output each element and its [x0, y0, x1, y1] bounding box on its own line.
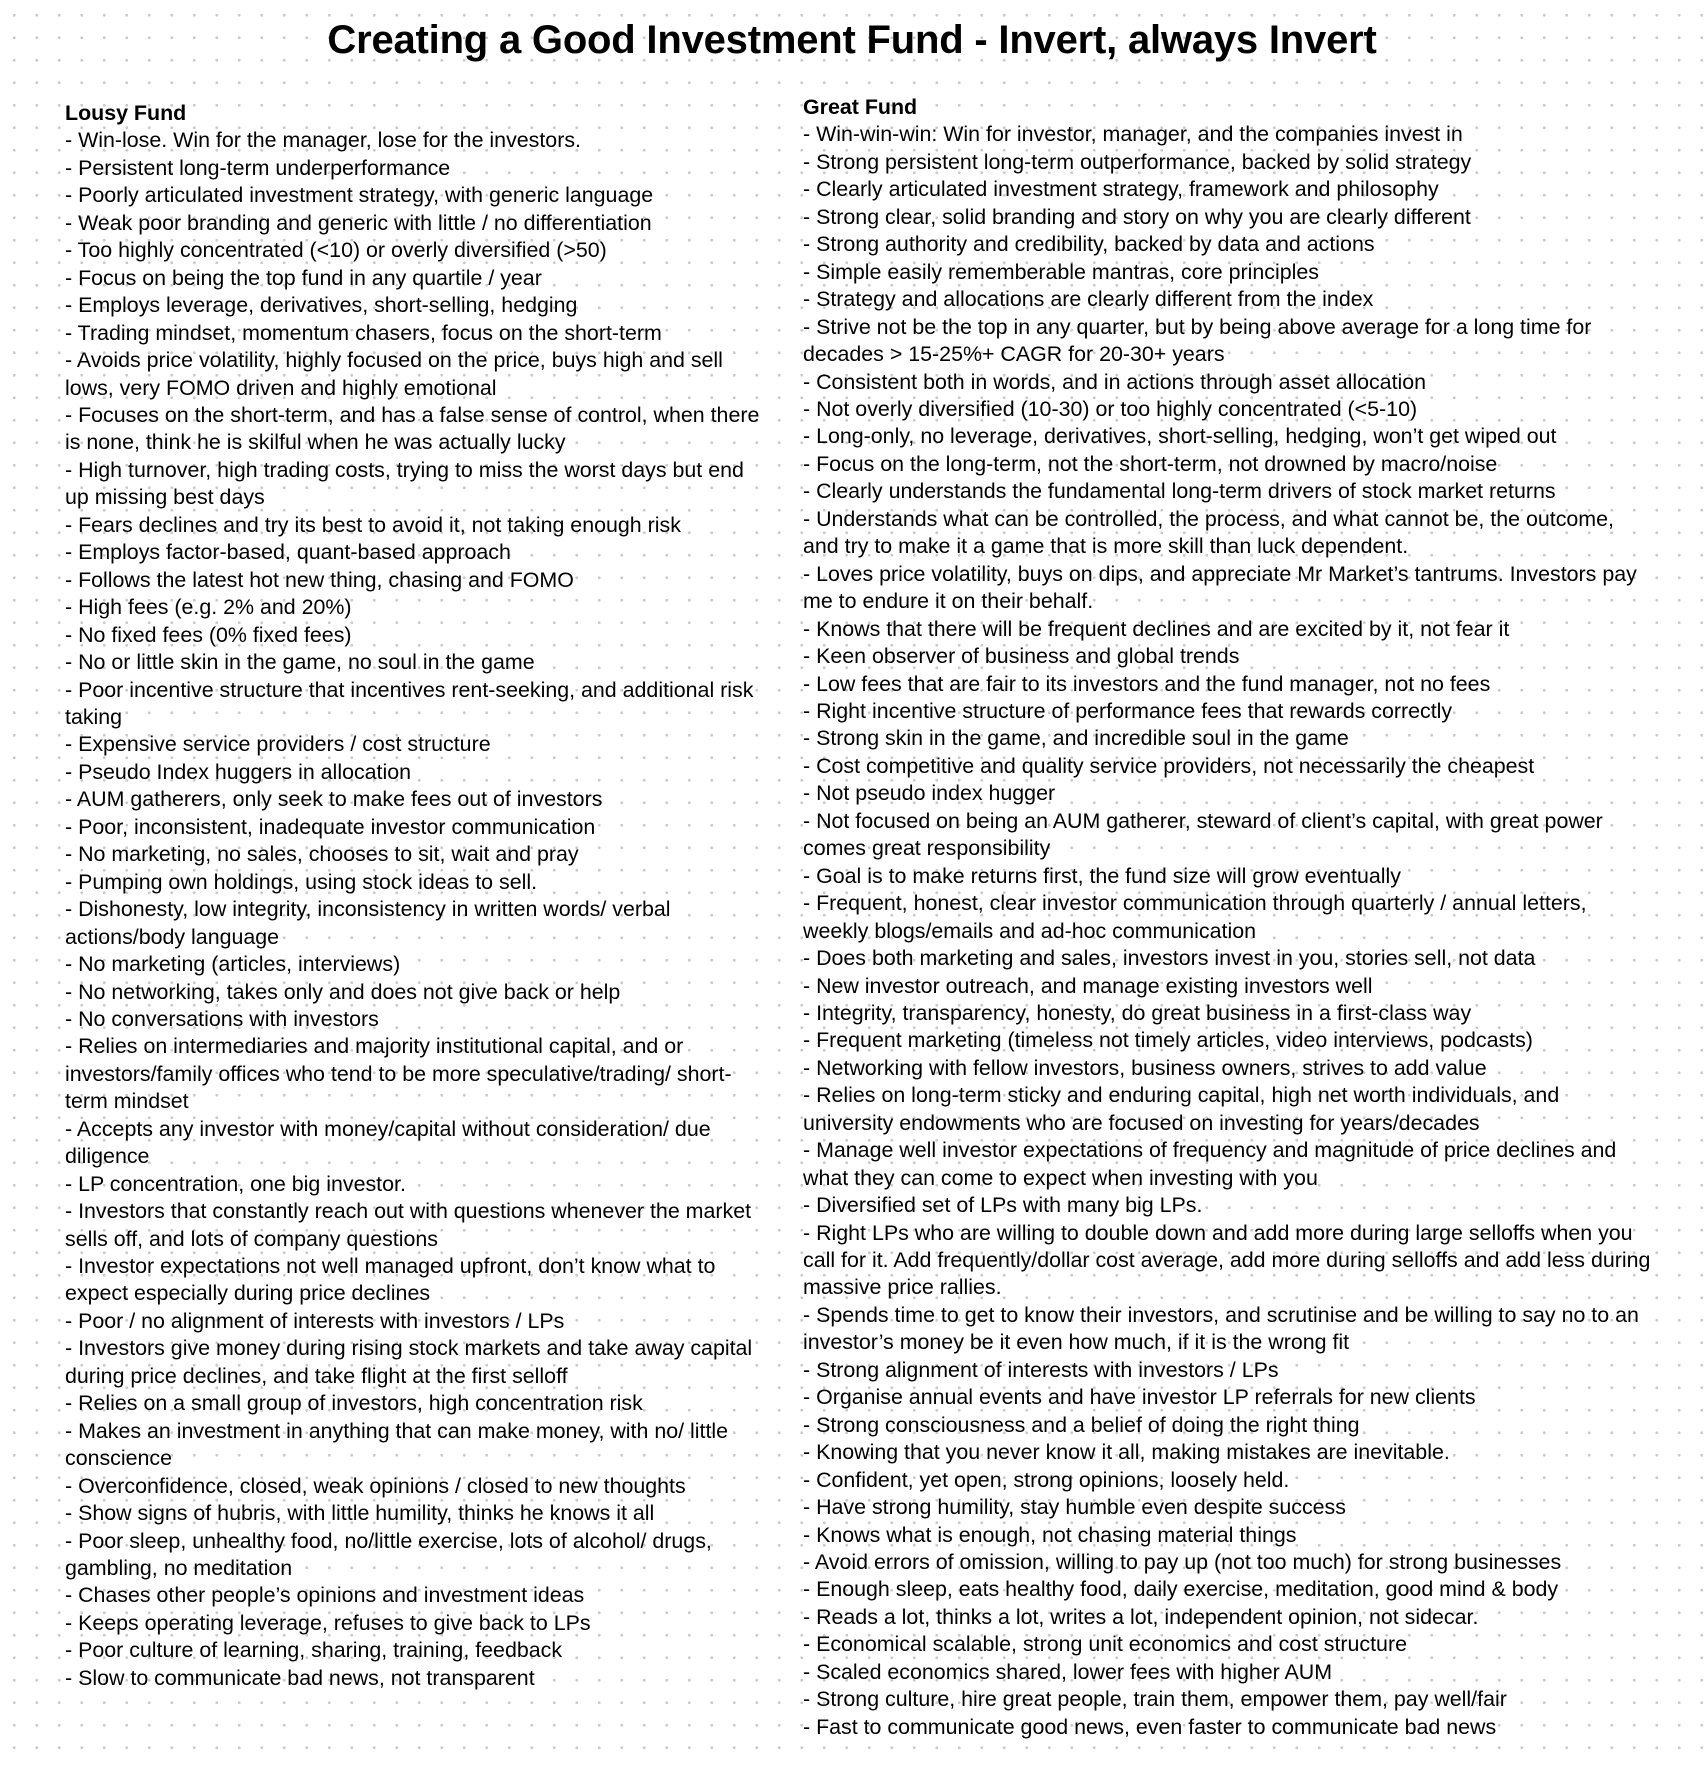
lousy-fund-item: - Relies on a small group of investors, high concentration risk: [65, 1391, 643, 1416]
great-fund-item: - Spends time to get to know their investors, and scrutinise and be willing to say no to an investor’s money be it even how much, if it is the wrong fit: [803, 1302, 1639, 1355]
great-fund-item: - Networking with fellow investors, business owners, strives to add value: [803, 1055, 1487, 1080]
great-fund-item: - Not pseudo index hugger: [803, 781, 1056, 806]
great-fund-list: [803, 121, 1653, 1741]
lousy-fund-item: - Poor incentive structure that incentives rent-seeking, and additional risk taking: [65, 677, 754, 729]
lousy-fund-item: - Dishonesty, low integrity, inconsistency in written words/ verbal actions/body language: [65, 897, 671, 949]
great-fund-item: - Long-only, no leverage, derivatives, short-selling, hedging, won’t get wiped out: [803, 424, 1557, 449]
lousy-fund-item: - Makes an investment in anything that can make money, with no/ little conscience: [65, 1418, 729, 1471]
great-fund-item: - Confident, yet open, strong opinions, loosely held.: [803, 1467, 1290, 1492]
great-fund-item: - Consistent both in words, and in actions through asset allocation: [803, 369, 1427, 394]
lousy-fund-item: - No marketing (articles, interviews): [65, 952, 401, 977]
great-fund-item: - Diversified set of LPs with many big LPs.: [803, 1193, 1203, 1218]
lousy-fund-item: - Investor expectations not well managed upfront, don’t know what to expect especially during price declines: [65, 1254, 716, 1306]
great-fund-item: - Avoid errors of omission, willing to pay up (not too much) for strong businesses: [803, 1550, 1562, 1575]
great-fund-item: - Strong skin in the game, and incredible soul in the game: [803, 726, 1349, 751]
lousy-fund-item: - Employs leverage, derivatives, short-selling, hedging: [65, 293, 578, 318]
great-fund-item: - Knowing that you never know it all, making mistakes are inevitable.: [803, 1440, 1450, 1465]
lousy-fund-item: - High turnover, high trading costs, trying to miss the worst days but end up missing best days: [65, 457, 744, 510]
lousy-fund-item: - Poor, inconsistent, inadequate investor communication: [65, 814, 596, 839]
lousy-fund-item: - AUM gatherers, only seek to make fees out of investors: [65, 787, 603, 812]
lousy-fund-item: - No networking, takes only and does not give back or help: [65, 979, 621, 1004]
lousy-fund-item: - Fears declines and try its best to avoid it, not taking enough risk: [65, 512, 681, 537]
lousy-fund-column: [65, 100, 773, 1692]
great-fund-item: - Not focused on being an AUM gatherer, steward of client’s capital, with great power comes great responsibility: [803, 808, 1603, 861]
lousy-fund-item: - No marketing, no sales, chooses to sit, wait and pray: [65, 842, 579, 867]
lousy-fund-item: - Poor / no alignment of interests with investors / LPs: [65, 1308, 565, 1333]
great-fund-item: - Win-win-win: Win for investor, manager, and the companies invest in: [803, 122, 1463, 147]
great-fund-item: - Loves price volatility, buys on dips, and appreciate Mr Market’s tantrums. Investors pay me to endure it on their behalf.: [803, 561, 1637, 614]
lousy-fund-item: - Focuses on the short-term, and has a false sense of control, when there is none, think he is skilful when he was actually lucky: [65, 402, 760, 455]
lousy-fund-item: - No fixed fees (0% fixed fees): [65, 622, 352, 647]
lousy-fund-item: - Follows the latest hot new thing, chasing and FOMO: [65, 567, 574, 592]
great-fund-item: - Organise annual events and have investor LP referrals for new clients: [803, 1385, 1476, 1410]
great-fund-item: - Knows what is enough, not chasing material things: [803, 1522, 1297, 1547]
lousy-fund-item: - LP concentration, one big investor.: [65, 1171, 406, 1196]
page-title: Creating a Good Investment Fund - Invert, always Invert: [327, 18, 1377, 62]
lousy-fund-item: - Poorly articulated investment strategy, with generic language: [65, 183, 654, 208]
lousy-fund-item: - Investors that constantly reach out with questions whenever the market sells off, and lots of company questions: [65, 1199, 752, 1251]
great-fund-item: - Strategy and allocations are clearly different from the index: [803, 287, 1374, 312]
great-fund-item: - Knows that there will be frequent declines and are excited by it, not fear it: [803, 616, 1510, 641]
great-fund-item: - Strong consciousness and a belief of doing the right thing: [803, 1412, 1360, 1437]
great-fund-item: - Manage well investor expectations of frequency and magnitude of price declines and what they can come to expect when investing with you: [803, 1138, 1617, 1190]
great-fund-item: - Focus on the long-term, not the short-term, not drowned by macro/noise: [803, 451, 1498, 476]
great-fund-item: - Fast to communicate good news, even faster to communicate bad news: [803, 1714, 1497, 1739]
great-fund-item: - Clearly understands the fundamental long-term drivers of stock market returns: [803, 479, 1556, 504]
lousy-fund-item: - Keeps operating leverage, refuses to give back to LPs: [65, 1610, 591, 1635]
great-fund-item: - Strong authority and credibility, backed by data and actions: [803, 232, 1375, 257]
great-fund-item: - Goal is to make returns first, the fund size will grow eventually: [803, 863, 1401, 888]
lousy-fund-list: [65, 127, 773, 1692]
great-fund-item: - Understands what can be controlled, the process, and what cannot be, the outcome, and try to make it a game that is more skill than luck dependent.: [803, 506, 1614, 559]
lousy-fund-item: - No conversations with investors: [65, 1006, 379, 1031]
great-fund-item: - Not overly diversified (10-30) or too highly concentrated (<5-10): [803, 396, 1418, 421]
lousy-fund-item: - No or little skin in the game, no soul in the game: [65, 650, 535, 675]
great-fund-item: - Frequent marketing (timeless not timely articles, video interviews, podcasts): [803, 1028, 1533, 1053]
great-fund-item: - Have strong humility, stay humble even despite success: [803, 1495, 1346, 1520]
lousy-fund-item: - Accepts any investor with money/capital without consideration/ due diligence: [65, 1116, 711, 1169]
great-fund-item: - Strong culture, hire great people, train them, empower them, pay well/fair: [803, 1687, 1507, 1712]
lousy-fund-item: - Slow to communicate bad news, not transparent: [65, 1665, 535, 1690]
great-fund-item: - Relies on long-term sticky and enduring capital, high net worth individuals, and university endowments who are focused on investing for years/decades: [803, 1083, 1560, 1135]
lousy-fund-item: - Too highly concentrated (<10) or overly diversified (>50): [65, 238, 607, 263]
great-fund-item: - Enough sleep, eats healthy food, daily exercise, meditation, good mind & body: [803, 1577, 1559, 1602]
great-fund-item: - Frequent, honest, clear investor communication through quarterly / annual letters, weekly blogs/emails and ad-hoc communication: [803, 891, 1587, 943]
lousy-fund-item: - Win-lose. Win for the manager, lose for the investors.: [65, 128, 581, 153]
great-fund-item: - Does both marketing and sales, investors invest in you, stories sell, not data: [803, 946, 1536, 971]
great-fund-item: - Economical scalable, strong unit economics and cost structure: [803, 1632, 1407, 1657]
lousy-fund-item: - Pumping own holdings, using stock ideas to sell.: [65, 869, 538, 894]
lousy-fund-item: - Poor sleep, unhealthy food, no/little exercise, lots of alcohol/ drugs, gambling, no meditation: [65, 1528, 712, 1581]
lousy-fund-heading: Lousy Fund: [65, 101, 187, 125]
lousy-fund-item: - Relies on intermediaries and majority institutional capital, and or investors/family offices who tend to be more speculative/trading/ short-term mindset: [65, 1034, 732, 1114]
lousy-fund-item: - Employs factor-based, quant-based approach: [65, 540, 511, 565]
lousy-fund-item: - Overconfidence, closed, weak opinions / closed to new thoughts: [65, 1473, 686, 1498]
lousy-fund-item: - Trading mindset, momentum chasers, focus on the short-term: [65, 320, 662, 345]
great-fund-column: [803, 94, 1653, 1741]
great-fund-item: - Strive not be the top in any quarter, but by being above average for a long time for decades > 15-25%+ CAGR for 20-30+ years: [803, 314, 1592, 367]
great-fund-item: - Clearly articulated investment strategy, framework and philosophy: [803, 177, 1439, 202]
great-fund-item: - Cost competitive and quality service providers, not necessarily the cheapest: [803, 753, 1535, 778]
great-fund-item: - Low fees that are fair to its investors and the fund manager, not no fees: [803, 671, 1491, 696]
great-fund-item: - Simple easily rememberable mantras, core principles: [803, 259, 1319, 284]
great-fund-item: - Right incentive structure of performance fees that rewards correctly: [803, 698, 1453, 723]
great-fund-item: - Strong clear, solid branding and story on why you are clearly different: [803, 204, 1471, 229]
lousy-fund-item: - Pseudo Index huggers in allocation: [65, 759, 412, 784]
lousy-fund-item: - Focus on being the top fund in any quartile / year: [65, 265, 542, 290]
lousy-fund-item: - Investors give money during rising stock markets and take away capital during price declines, and take flight at the first selloff: [65, 1336, 753, 1388]
great-fund-item: - Integrity, transparency, honesty, do great business in a first-class way: [803, 1000, 1472, 1025]
lousy-fund-item: - Avoids price volatility, highly focused on the price, buys high and sell lows, very FOMO driven and highly emotional: [65, 348, 723, 400]
lousy-fund-item: - Weak poor branding and generic with little / no differentiation: [65, 210, 652, 235]
great-fund-item: - New investor outreach, and manage existing investors well: [803, 973, 1373, 998]
great-fund-item: - Scaled economics shared, lower fees with higher AUM: [803, 1659, 1333, 1684]
lousy-fund-item: - Chases other people’s opinions and investment ideas: [65, 1583, 585, 1608]
lousy-fund-item: - Persistent long-term underperformance: [65, 155, 451, 180]
lousy-fund-item: - Expensive service providers / cost structure: [65, 732, 491, 757]
great-fund-item: - Keen observer of business and global trends: [803, 644, 1240, 669]
lousy-fund-item: - Poor culture of learning, sharing, training, feedback: [65, 1638, 563, 1663]
great-fund-heading: Great Fund: [803, 95, 918, 119]
great-fund-item: - Right LPs who are willing to double down and add more during large selloffs when you call for it. Add frequently/dollar cost average, add more during selloffs and add less during massive price rallies.: [803, 1220, 1651, 1300]
great-fund-item: - Reads a lot, thinks a lot, writes a lot, independent opinion, not sidecar.: [803, 1604, 1479, 1629]
lousy-fund-item: - High fees (e.g. 2% and 20%): [65, 595, 352, 620]
great-fund-item: - Strong persistent long-term outperformance, backed by solid strategy: [803, 149, 1472, 174]
lousy-fund-item: - Show signs of hubris, with little humility, thinks he knows it all: [65, 1501, 655, 1526]
great-fund-item: - Strong alignment of interests with investors / LPs: [803, 1357, 1279, 1382]
